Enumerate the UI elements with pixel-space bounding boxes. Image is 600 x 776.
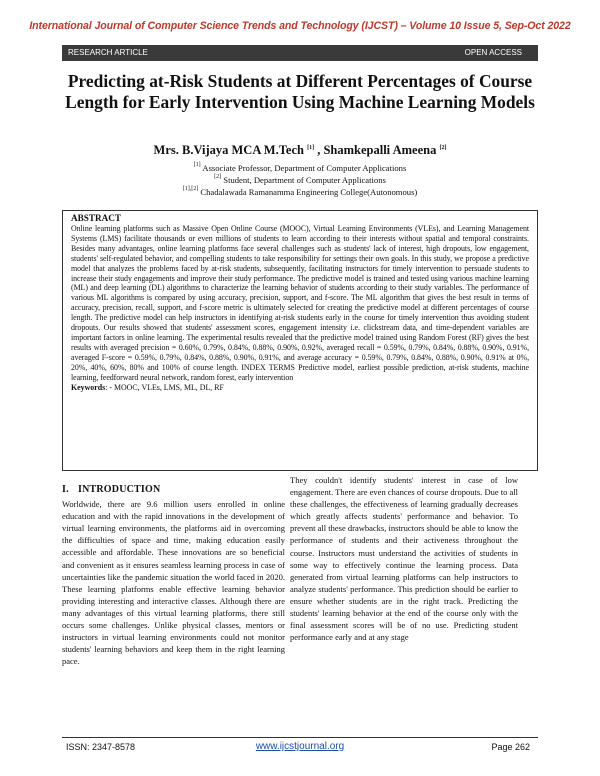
article-type-label: RESEARCH ARTICLE (68, 48, 148, 57)
affiliation-3-sup: [1],[2] (182, 186, 199, 192)
intro-paragraph-left: Worldwide, there are 9.6 million users enrolled in online education and with the rapid innovations in the development of virtual learning environments, the platforms aid in overcoming the difficulties of space and time, making education easily accessible and affordable. These innovations are so beneficial and convenient as it ensures seamless learning process in case of uncertainties like the pandemic situation the world faced in 2020. These learning platforms enable effective learning behavior providing interesting and interactive classes. Although there are many advantages of this virtual learning platforms, there still occurs some challenges. Unlike physical classes, mentors or instructors in virtual learning environments could not monitor students' learning behaviors and keep them in the right learning pace. (62, 499, 285, 667)
affiliation-2-sup: [2] (214, 174, 222, 180)
journal-header: International Journal of Computer Science Trends and Technology (IJCST) – Volume 10 Issue 5, Sep-Oct 2022 (29, 20, 571, 32)
author-separator: , (317, 143, 321, 157)
keywords-text: : - MOOC, VLEs, LMS, ML, DL, RF (105, 382, 224, 392)
footer-divider (62, 737, 538, 738)
section-number: I. (62, 484, 69, 495)
affiliation-2-text: Student, Department of Computer Applications (223, 175, 386, 185)
open-access-label: OPEN ACCESS (464, 48, 522, 57)
author-2-sup: [2] (439, 145, 447, 151)
affiliation-1-sup: [1] (193, 162, 201, 168)
paper-title: Predicting at-Risk Students at Different Percentages of Course Length for Early Intervention Using Machine Learning Models (65, 71, 535, 112)
affiliation-1 (60, 162, 540, 173)
affiliation-2 (60, 174, 540, 185)
affiliation-3-text: Chadalawada Ramanamma Engineering College(Autonomous) (200, 187, 418, 197)
section-heading (62, 484, 285, 496)
article-band (62, 45, 538, 61)
abstract-heading: ABSTRACT (71, 213, 122, 223)
section-title: INTRODUCTION (78, 484, 161, 495)
footer-url-link[interactable]: www.ijcstjournal.org (255, 741, 345, 752)
author-1: Mrs. B.Vijaya MCA M.Tech (153, 143, 304, 157)
abstract-box (62, 210, 538, 471)
affiliation-3 (60, 186, 540, 197)
author-1-sup: [1] (307, 145, 315, 151)
keywords-label: Keywords (71, 382, 106, 392)
footer-issn: ISSN: 2347-8578 (66, 742, 136, 752)
footer-page-number: Page 262 (491, 742, 530, 752)
right-column (290, 474, 518, 643)
left-column (62, 484, 285, 667)
keywords (71, 383, 529, 393)
intro-paragraph-right: They couldn't identify students' interest in case of low engagement. There are even chances of course dropouts. Due to all these challenges, the effectiveness of learning gradually decreases which greatly affects students' performance and behavior. To prevent all these drawbacks, instructors should be able to know the performance of students and their activeness throughout the course. Instructors must understand the activities of students in some way to effectively continue the learning process. Data generated from virtual learning platforms can help instructors to analyze students' performance. This prediction should be earlier to ensure whether students are in the right track. Predicting the students' learning behavior at the end of the course only with the final assessment scores will be of no use. Predicting student performance early and at any stage (290, 475, 518, 643)
affiliation-1-text: Associate Professor, Department of Computer Applications (202, 163, 407, 173)
author-2: Shamkepalli Ameena (323, 143, 437, 157)
author-line (60, 143, 540, 158)
abstract-text: Online learning platforms such as Massive Open Online Course (MOOC), Virtual Learning Environments (VLEs), and Learning Management Systems (LMS) facilitate thousands or even millions of students to learn according to their interests without spatial and temporal constraints. Besides many advantages, online learning platforms face several challenges such as students' lack of interest, high dropouts, low engagement, students' self-regulated behavior, and compelling students to take responsibility for settings their own goals. In this study, we propose a predictive model that analyzes the problems faced by at-risk students, subsequently, facilitating instructors for timely intervention to persuade students to increase their study engagements and improve their study performance. The predictive model is trained and tested using various machine learning (ML) and deep learning (DL) algorithms to characterize the learning behavior of students according to their study variables. The performance of various ML algorithms is compared by using accuracy, precision, support, and f-score. The ML algorithm that gives the best result in terms of accuracy, precision, recall, support, and f-score metric is ultimately selected for creating the predictive model at different percentages of course length. The predictive model can help instructors in identifying at-risk students early in the course for timely intervention thus avoiding student dropouts. Our results showed that students' assessment scores, engagement intensity i.e. clickstream data, and time-dependent variables are important factors in online learning. The experimental results revealed that the predictive model trained using Random Forest (RF) gives the best results with averaged precision = 0.60%, 0.79%, 0.84%, 0.88%, 0.90%, 0.92%, averaged recall = 0.59%, 0.79%, 0.84%, 0.88%, 0.90%, 0.91%, averaged F-score = 0.59%, 0.79%, 0.84%, 0.88%, 0.90%, 0.91%, and average accuracy = 0.59%, 0.79%, 0.84%, 0.88%, 0.90%, 0.91% at 0%, 20%, 40%, 60%, 80% and 100% of course length. INDEX TERMS Predictive model, earliest possible prediction, at-risk students, machine learning, feedforward neural network, random forest, early intervention (71, 224, 529, 382)
